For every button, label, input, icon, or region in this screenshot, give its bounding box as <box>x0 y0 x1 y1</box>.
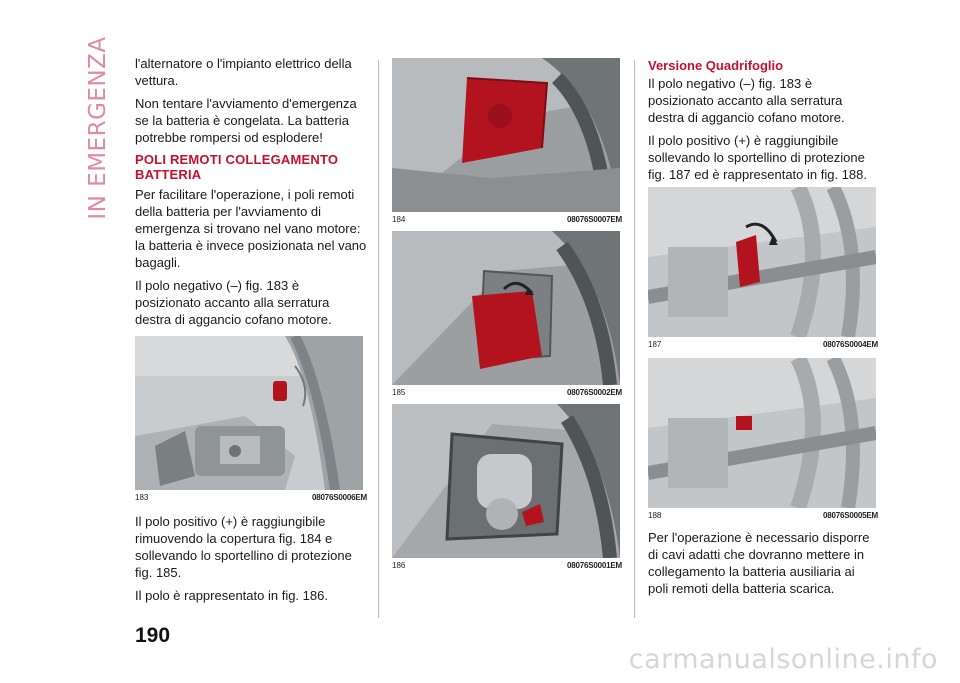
paragraph: Il polo negativo (–) fig. 183 è posizionato accanto alla serratura destra di aggancio cofano motore. <box>648 76 845 125</box>
column-divider <box>634 60 635 618</box>
figure-185 <box>392 231 622 398</box>
quadrifoglio-flap-image <box>648 187 876 337</box>
figure-code: 08076S0006EM <box>312 493 367 502</box>
section-title: POLI REMOTI COLLEGAMENTO BATTERIA <box>135 152 339 182</box>
section-subtitle: Versione Quadrifoglio <box>648 58 784 73</box>
section-side-title: IN EMERGENZA <box>85 35 111 220</box>
watermark: carmanualsonline.info <box>628 644 938 675</box>
figure-caption <box>648 340 878 350</box>
figure-number: 188 <box>648 511 662 520</box>
figure-caption <box>392 561 622 571</box>
page-number: 190 <box>135 624 171 647</box>
column-2 <box>392 58 622 571</box>
figure-caption <box>392 215 622 225</box>
figure-183 <box>135 336 367 503</box>
quadrifoglio-positive-pole-image <box>648 358 876 508</box>
figure-188 <box>648 358 878 521</box>
figure-caption <box>392 388 622 398</box>
engine-bay-negative-pole-image <box>135 336 363 490</box>
figure-code: 08076S0004EM <box>823 340 878 349</box>
paragraph: Per l'operazione è necessario disporre di cavi adatti che dovranno mettere in collegamento la batteria ausiliaria ai poli remoti della batteria scarica. <box>648 530 870 596</box>
figure-caption <box>648 511 878 521</box>
column-1 <box>135 55 367 610</box>
paragraph: Il polo negativo (–) fig. 183 è posizionato accanto alla serratura destra di aggancio cofano motore. <box>135 278 332 327</box>
paragraph: Il polo positivo (+) è raggiungibile sollevando lo sportellino di protezione fig. 187 ed è rappresentato in fig. 188. <box>648 133 867 182</box>
figure-code: 08076S0001EM <box>567 561 622 570</box>
figure-code: 08076S0002EM <box>567 388 622 397</box>
paragraph: Non tentare l'avviamento d'emergenza se la batteria è congelata. La batteria potrebbe rompersi od esplodere! <box>135 96 357 145</box>
figure-code: 08076S0007EM <box>567 215 622 224</box>
positive-pole-image <box>392 404 620 558</box>
figure-number: 183 <box>135 493 149 502</box>
figure-number: 185 <box>392 388 406 397</box>
figure-number: 184 <box>392 215 406 224</box>
figure-186 <box>392 404 622 571</box>
figure-number: 187 <box>648 340 662 349</box>
figure-187 <box>648 187 878 350</box>
engine-bay-cover-image <box>392 58 620 212</box>
protection-flap-image <box>392 231 620 385</box>
column-3 <box>648 58 878 603</box>
column-divider <box>378 60 379 618</box>
paragraph: Il polo è rappresentato in fig. 186. <box>135 588 328 603</box>
figure-184 <box>392 58 622 225</box>
figure-caption <box>135 493 367 503</box>
paragraph: Per facilitare l'operazione, i poli remoti della batteria per l'avviamento di emergenza si trovano nel vano motore: la batteria è invece posizionata nel vano bagagli. <box>135 187 367 270</box>
paragraph: Il polo positivo (+) è raggiungibile rimuovendo la copertura fig. 184 e sollevando lo sportellino di protezione fig. 185. <box>135 514 352 580</box>
figure-number: 186 <box>392 561 406 570</box>
paragraph: l'alternatore o l'impianto elettrico della vettura. <box>135 56 352 88</box>
figure-code: 08076S0005EM <box>823 511 878 520</box>
